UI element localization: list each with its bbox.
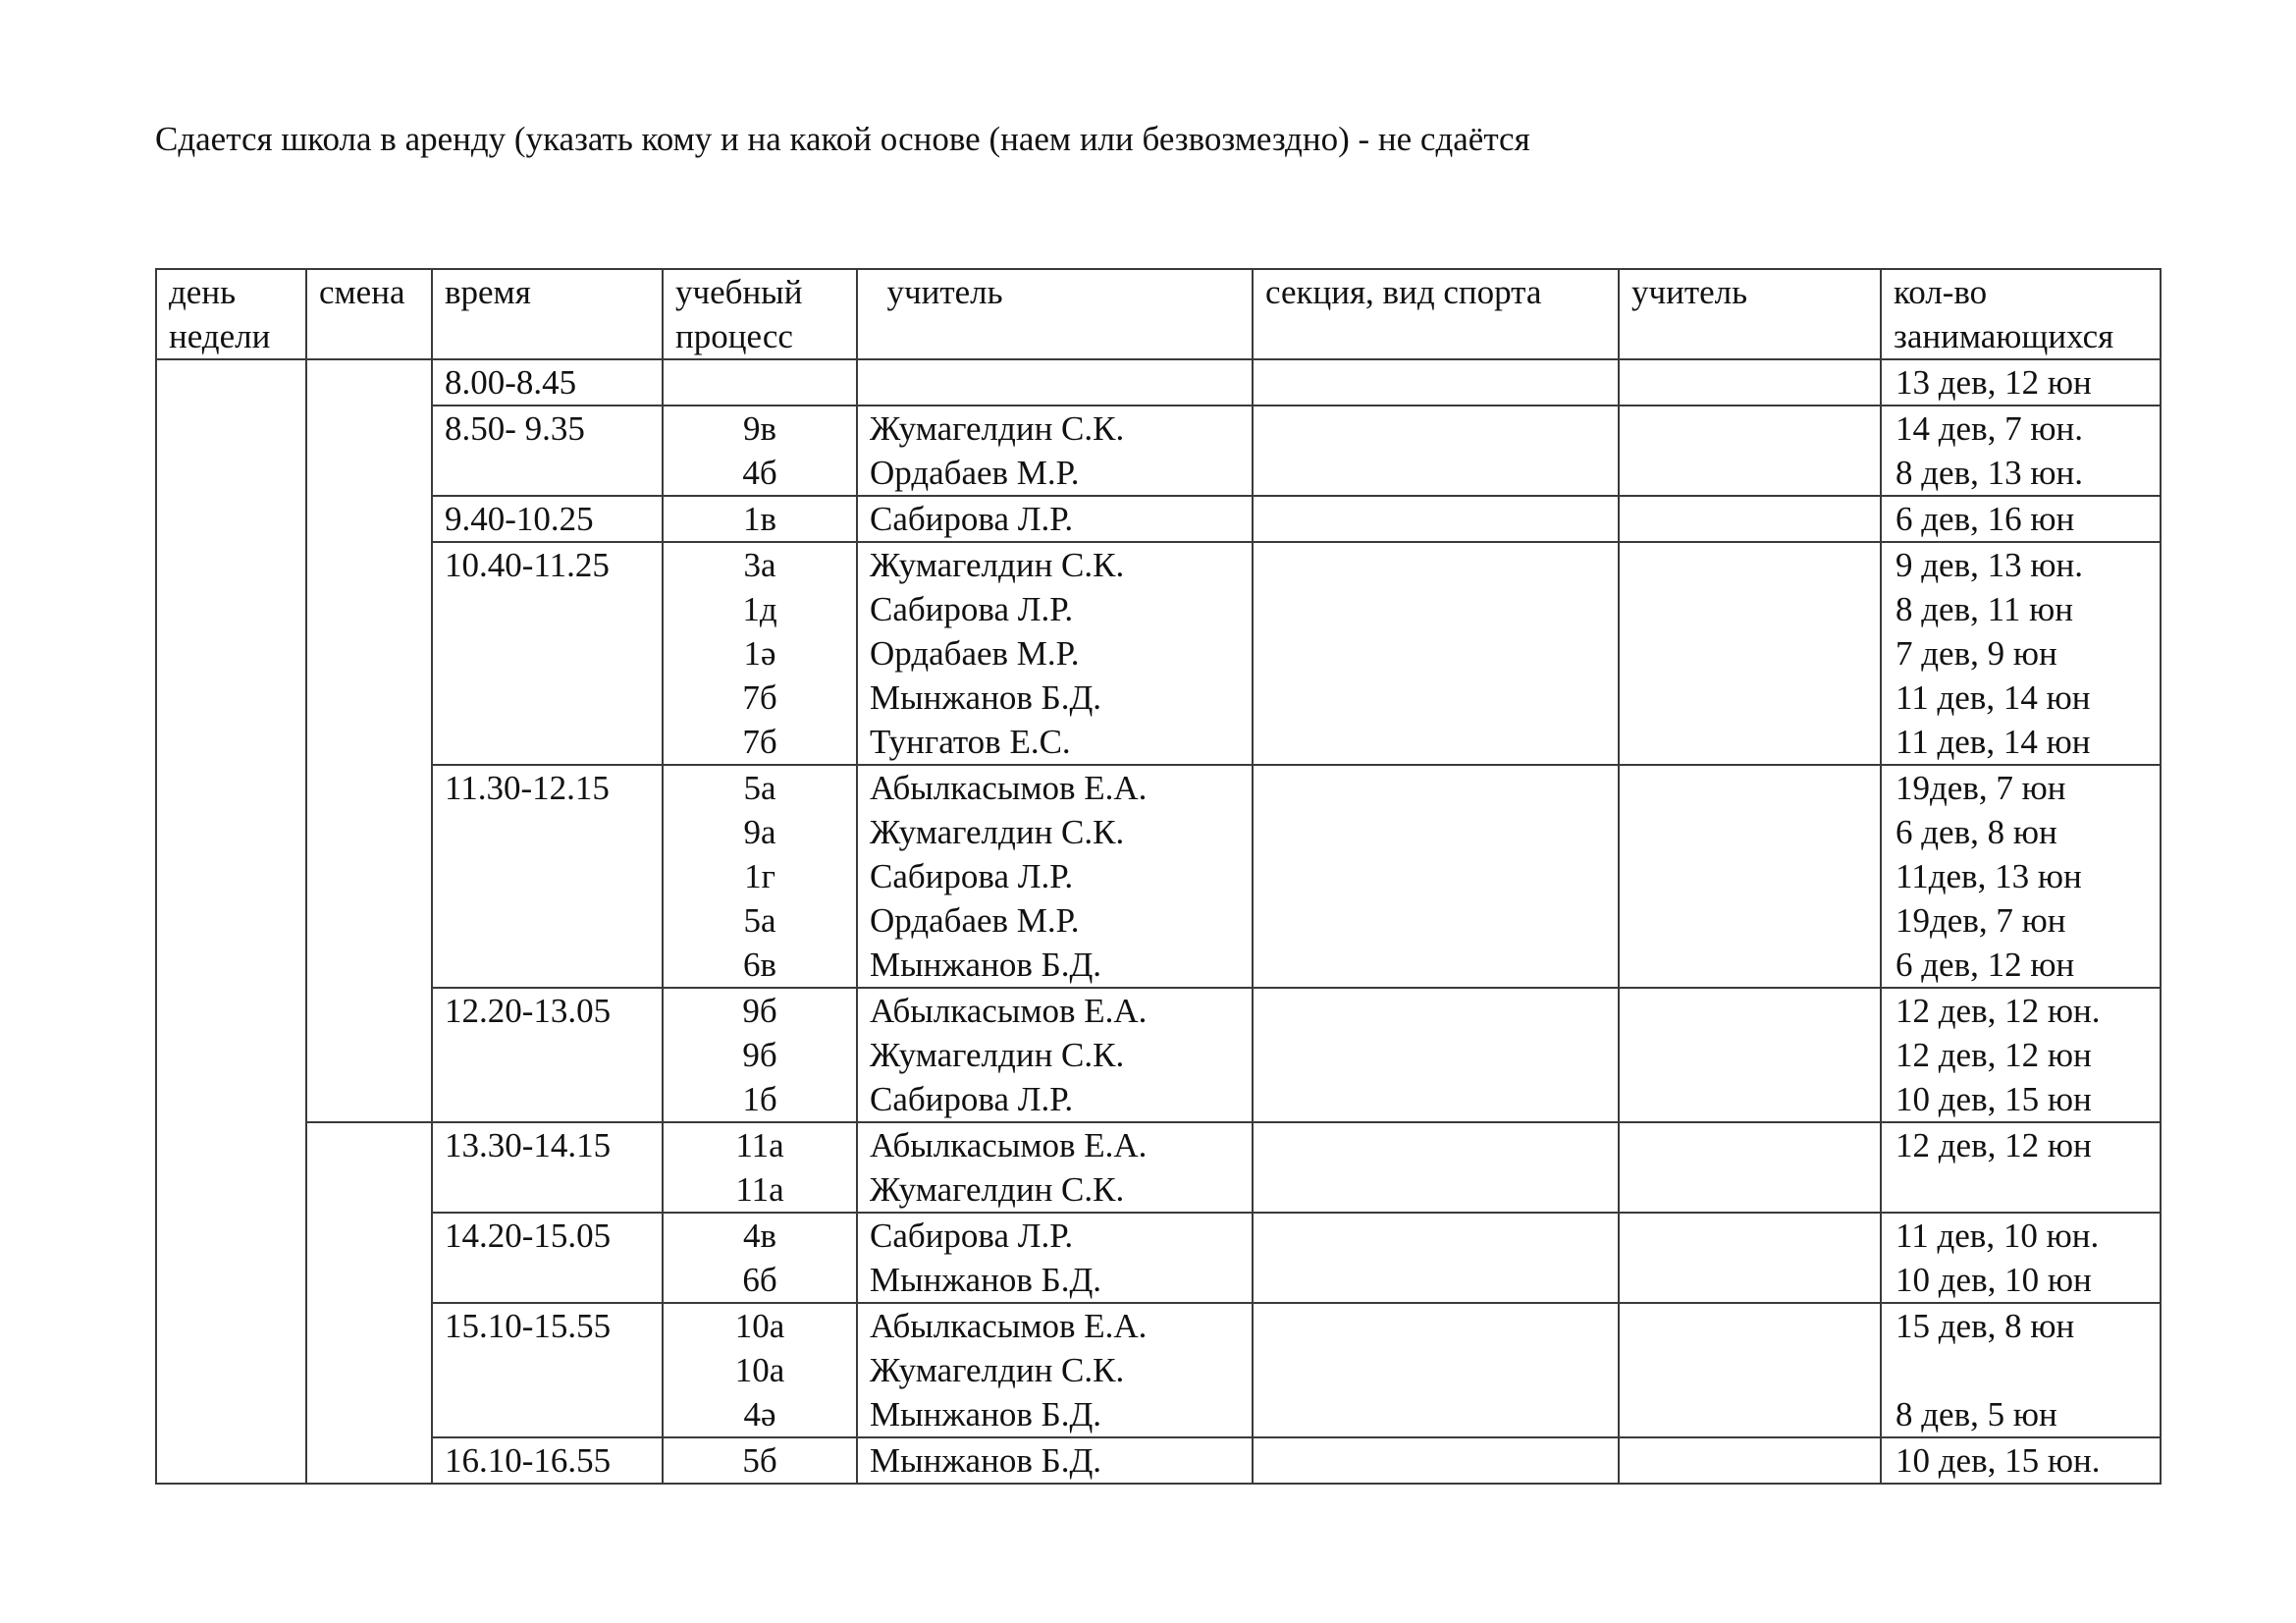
count-text: 8 дев, 5 юн bbox=[1896, 1395, 2057, 1434]
time-cell bbox=[432, 542, 663, 765]
teacher-text: Тунгатов Е.С. bbox=[870, 723, 1071, 761]
class-cell bbox=[663, 988, 857, 1122]
header-day bbox=[156, 269, 306, 359]
time-cell bbox=[432, 1122, 663, 1213]
header-text: занимающихся bbox=[1894, 317, 2114, 355]
count-text: 6 дев, 12 юн bbox=[1896, 946, 2075, 984]
teacher-cell bbox=[857, 496, 1253, 542]
count-text: 9 дев, 13 юн. bbox=[1896, 546, 2083, 584]
teacher-text: Жумагелдин С.К. bbox=[870, 546, 1125, 584]
count-cell bbox=[1881, 1303, 2161, 1437]
class-text: 1ә bbox=[743, 634, 776, 673]
time-text: 9.40-10.25 bbox=[445, 500, 594, 538]
section-cell bbox=[1253, 542, 1619, 765]
table-row bbox=[156, 1437, 2161, 1484]
time-cell bbox=[432, 1213, 663, 1303]
teacher2-cell bbox=[1619, 1213, 1881, 1303]
count-text: 6 дев, 16 юн bbox=[1896, 500, 2075, 538]
count-text: 8 дев, 13 юн. bbox=[1896, 454, 2083, 492]
table-row bbox=[156, 765, 2161, 988]
class-text: 1г bbox=[744, 857, 775, 895]
teacher-text: Сабирова Л.Р. bbox=[870, 1080, 1074, 1118]
count-text: 13 дев, 12 юн bbox=[1896, 363, 2092, 402]
count-cell bbox=[1881, 542, 2161, 765]
header-text: учитель bbox=[870, 273, 1003, 311]
time-cell bbox=[432, 988, 663, 1122]
teacher-cell bbox=[857, 988, 1253, 1122]
teacher-cell bbox=[857, 542, 1253, 765]
teacher-text: Мынжанов Б.Д. bbox=[870, 1441, 1102, 1480]
teacher-text: Абылкасымов Е.А. bbox=[870, 1126, 1148, 1164]
class-text: 9б bbox=[742, 992, 777, 1030]
class-text: 1в bbox=[742, 500, 777, 538]
class-text: 6в bbox=[742, 946, 777, 984]
teacher2-cell bbox=[1619, 406, 1881, 496]
class-text: 11а bbox=[735, 1170, 784, 1209]
teacher-text: Жумагелдин С.К. bbox=[870, 813, 1125, 851]
teacher-cell bbox=[857, 765, 1253, 988]
class-cell bbox=[663, 496, 857, 542]
count-text: 8 дев, 11 юн bbox=[1896, 590, 2073, 628]
class-text: 1д bbox=[742, 590, 777, 628]
header-teacher bbox=[857, 269, 1253, 359]
teacher-text: Сабирова Л.Р. bbox=[870, 500, 1074, 538]
header-text: смена bbox=[319, 273, 405, 311]
header-row bbox=[156, 269, 2161, 359]
teacher-text: Ордабаев М.Р. bbox=[870, 454, 1080, 492]
class-text: 4ә bbox=[743, 1395, 776, 1434]
shift-cell-1 bbox=[306, 359, 432, 1122]
header-text: учитель bbox=[1631, 273, 1748, 311]
time-cell bbox=[432, 765, 663, 988]
class-text: 4в bbox=[742, 1217, 777, 1255]
teacher2-cell bbox=[1619, 542, 1881, 765]
count-cell bbox=[1881, 496, 2161, 542]
teacher-cell bbox=[857, 1213, 1253, 1303]
class-text: 3а bbox=[743, 546, 776, 584]
header-text: кол-во bbox=[1894, 273, 1988, 311]
header-count bbox=[1881, 269, 2161, 359]
teacher-cell bbox=[857, 1303, 1253, 1437]
time-cell bbox=[432, 496, 663, 542]
table-row bbox=[156, 359, 2161, 406]
count-text: 10 дев, 10 юн bbox=[1896, 1261, 2092, 1299]
time-cell bbox=[432, 406, 663, 496]
class-cell bbox=[663, 1122, 857, 1213]
count-text: 12 дев, 12 юн bbox=[1896, 1036, 2092, 1074]
class-text: 7б bbox=[742, 723, 777, 761]
table-row bbox=[156, 496, 2161, 542]
class-text bbox=[675, 360, 844, 405]
count-text: 12 дев, 12 юн bbox=[1896, 1126, 2092, 1164]
class-text: 5а bbox=[743, 769, 776, 807]
class-cell bbox=[663, 1303, 857, 1437]
count-cell bbox=[1881, 988, 2161, 1122]
table-row bbox=[156, 1213, 2161, 1303]
table-row bbox=[156, 406, 2161, 496]
time-text: 14.20-15.05 bbox=[445, 1217, 612, 1255]
table-row bbox=[156, 988, 2161, 1122]
section-cell bbox=[1253, 1213, 1619, 1303]
teacher-text: Жумагелдин С.К. bbox=[870, 409, 1125, 448]
teacher-cell bbox=[857, 406, 1253, 496]
table-row bbox=[156, 1122, 2161, 1213]
class-text: 1б bbox=[742, 1080, 777, 1118]
count-text: 11 дев, 14 юн bbox=[1896, 678, 2091, 717]
header-text: недели bbox=[169, 317, 271, 355]
teacher-cell bbox=[857, 359, 1253, 406]
class-text: 10а bbox=[734, 1351, 785, 1389]
time-text: 13.30-14.15 bbox=[445, 1126, 612, 1164]
teacher2-cell bbox=[1619, 765, 1881, 988]
class-text: 9б bbox=[742, 1036, 777, 1074]
teacher-text: Мынжанов Б.Д. bbox=[870, 1395, 1102, 1434]
time-text: 8.50- 9.35 bbox=[445, 409, 585, 448]
document-heading: Сдается школа в аренду (указать кому и на какой основе (наем или безвозмездно) - не сдаётся bbox=[155, 120, 1530, 158]
class-cell bbox=[663, 406, 857, 496]
count-text: 15 дев, 8 юн bbox=[1896, 1307, 2075, 1345]
count-cell bbox=[1881, 1437, 2161, 1484]
count-text: 19дев, 7 юн bbox=[1896, 901, 2066, 940]
time-cell bbox=[432, 359, 663, 406]
count-text: 11 дев, 14 юн bbox=[1896, 723, 2091, 761]
header-text: секция, вид спорта bbox=[1265, 273, 1542, 311]
teacher-text: Абылкасымов Е.А. bbox=[870, 1307, 1148, 1345]
time-text: 10.40-11.25 bbox=[445, 546, 610, 584]
teacher2-cell bbox=[1619, 496, 1881, 542]
header-text: процесс bbox=[675, 317, 793, 355]
header-process bbox=[663, 269, 857, 359]
header-teacher2 bbox=[1619, 269, 1881, 359]
class-cell bbox=[663, 359, 857, 406]
teacher-text bbox=[870, 360, 1240, 405]
class-text: 5б bbox=[742, 1441, 777, 1480]
count-text bbox=[1894, 1348, 2148, 1392]
teacher2-cell bbox=[1619, 1122, 1881, 1213]
count-cell bbox=[1881, 1122, 2161, 1213]
time-text: 12.20-13.05 bbox=[445, 992, 612, 1030]
teacher-text: Жумагелдин С.К. bbox=[870, 1170, 1125, 1209]
header-text: день bbox=[169, 273, 237, 311]
count-text: 11 дев, 10 юн. bbox=[1896, 1217, 2100, 1255]
count-text: 11дев, 13 юн bbox=[1896, 857, 2082, 895]
class-text: 9в bbox=[742, 409, 777, 448]
teacher-text: Жумагелдин С.К. bbox=[870, 1036, 1125, 1074]
count-cell bbox=[1881, 1213, 2161, 1303]
time-text: 8.00-8.45 bbox=[445, 363, 577, 402]
class-text: 10а bbox=[734, 1307, 785, 1345]
teacher-text: Ордабаев М.Р. bbox=[870, 634, 1080, 673]
time-text: 16.10-16.55 bbox=[445, 1441, 612, 1480]
count-text bbox=[1894, 1167, 2148, 1212]
teacher-text: Жумагелдин С.К. bbox=[870, 1351, 1125, 1389]
header-shift bbox=[306, 269, 432, 359]
count-text: 12 дев, 12 юн. bbox=[1896, 992, 2101, 1030]
teacher-text: Абылкасымов Е.А. bbox=[870, 769, 1148, 807]
section-cell bbox=[1253, 765, 1619, 988]
count-text: 19дев, 7 юн bbox=[1896, 769, 2066, 807]
shift-cell-2 bbox=[306, 1122, 432, 1484]
section-cell bbox=[1253, 1303, 1619, 1437]
class-text: 9а bbox=[743, 813, 776, 851]
schedule-table bbox=[155, 268, 2162, 1485]
header-text: учебный bbox=[675, 273, 803, 311]
section-cell bbox=[1253, 406, 1619, 496]
header-text: время bbox=[445, 273, 531, 311]
time-text: 15.10-15.55 bbox=[445, 1307, 612, 1345]
class-text: 11а bbox=[735, 1126, 784, 1164]
header-section bbox=[1253, 269, 1619, 359]
table-row bbox=[156, 542, 2161, 765]
section-cell bbox=[1253, 1122, 1619, 1213]
teacher-text: Сабирова Л.Р. bbox=[870, 857, 1074, 895]
class-cell bbox=[663, 1213, 857, 1303]
teacher-cell bbox=[857, 1437, 1253, 1484]
teacher-text: Ордабаев М.Р. bbox=[870, 901, 1080, 940]
class-text: 6б bbox=[742, 1261, 777, 1299]
class-cell bbox=[663, 765, 857, 988]
teacher2-cell bbox=[1619, 1303, 1881, 1437]
count-text: 7 дев, 9 юн bbox=[1896, 634, 2057, 673]
time-text: 11.30-12.15 bbox=[445, 769, 610, 807]
class-text: 5а bbox=[743, 901, 776, 940]
teacher-text: Сабирова Л.Р. bbox=[870, 590, 1074, 628]
section-cell bbox=[1253, 988, 1619, 1122]
count-text: 10 дев, 15 юн bbox=[1896, 1080, 2092, 1118]
header-time bbox=[432, 269, 663, 359]
count-cell bbox=[1881, 406, 2161, 496]
schedule-body bbox=[156, 269, 2161, 1484]
time-cell bbox=[432, 1437, 663, 1484]
count-cell bbox=[1881, 359, 2161, 406]
class-cell bbox=[663, 542, 857, 765]
teacher-text: Мынжанов Б.Д. bbox=[870, 678, 1102, 717]
count-text: 10 дев, 15 юн. bbox=[1896, 1441, 2101, 1480]
section-cell bbox=[1253, 359, 1619, 406]
section-cell bbox=[1253, 1437, 1619, 1484]
table-row bbox=[156, 1303, 2161, 1437]
teacher-text: Абылкасымов Е.А. bbox=[870, 992, 1148, 1030]
day-cell bbox=[156, 359, 306, 1484]
time-cell bbox=[432, 1303, 663, 1437]
section-cell bbox=[1253, 496, 1619, 542]
class-cell bbox=[663, 1437, 857, 1484]
class-text: 7б bbox=[742, 678, 777, 717]
count-cell bbox=[1881, 765, 2161, 988]
teacher-text: Мынжанов Б.Д. bbox=[870, 1261, 1102, 1299]
teacher2-cell bbox=[1619, 359, 1881, 406]
count-text: 14 дев, 7 юн. bbox=[1896, 409, 2083, 448]
class-text: 4б bbox=[742, 454, 777, 492]
teacher2-cell bbox=[1619, 988, 1881, 1122]
count-text: 6 дев, 8 юн bbox=[1896, 813, 2057, 851]
teacher2-cell bbox=[1619, 1437, 1881, 1484]
teacher-cell bbox=[857, 1122, 1253, 1213]
teacher-text: Сабирова Л.Р. bbox=[870, 1217, 1074, 1255]
teacher-text: Мынжанов Б.Д. bbox=[870, 946, 1102, 984]
